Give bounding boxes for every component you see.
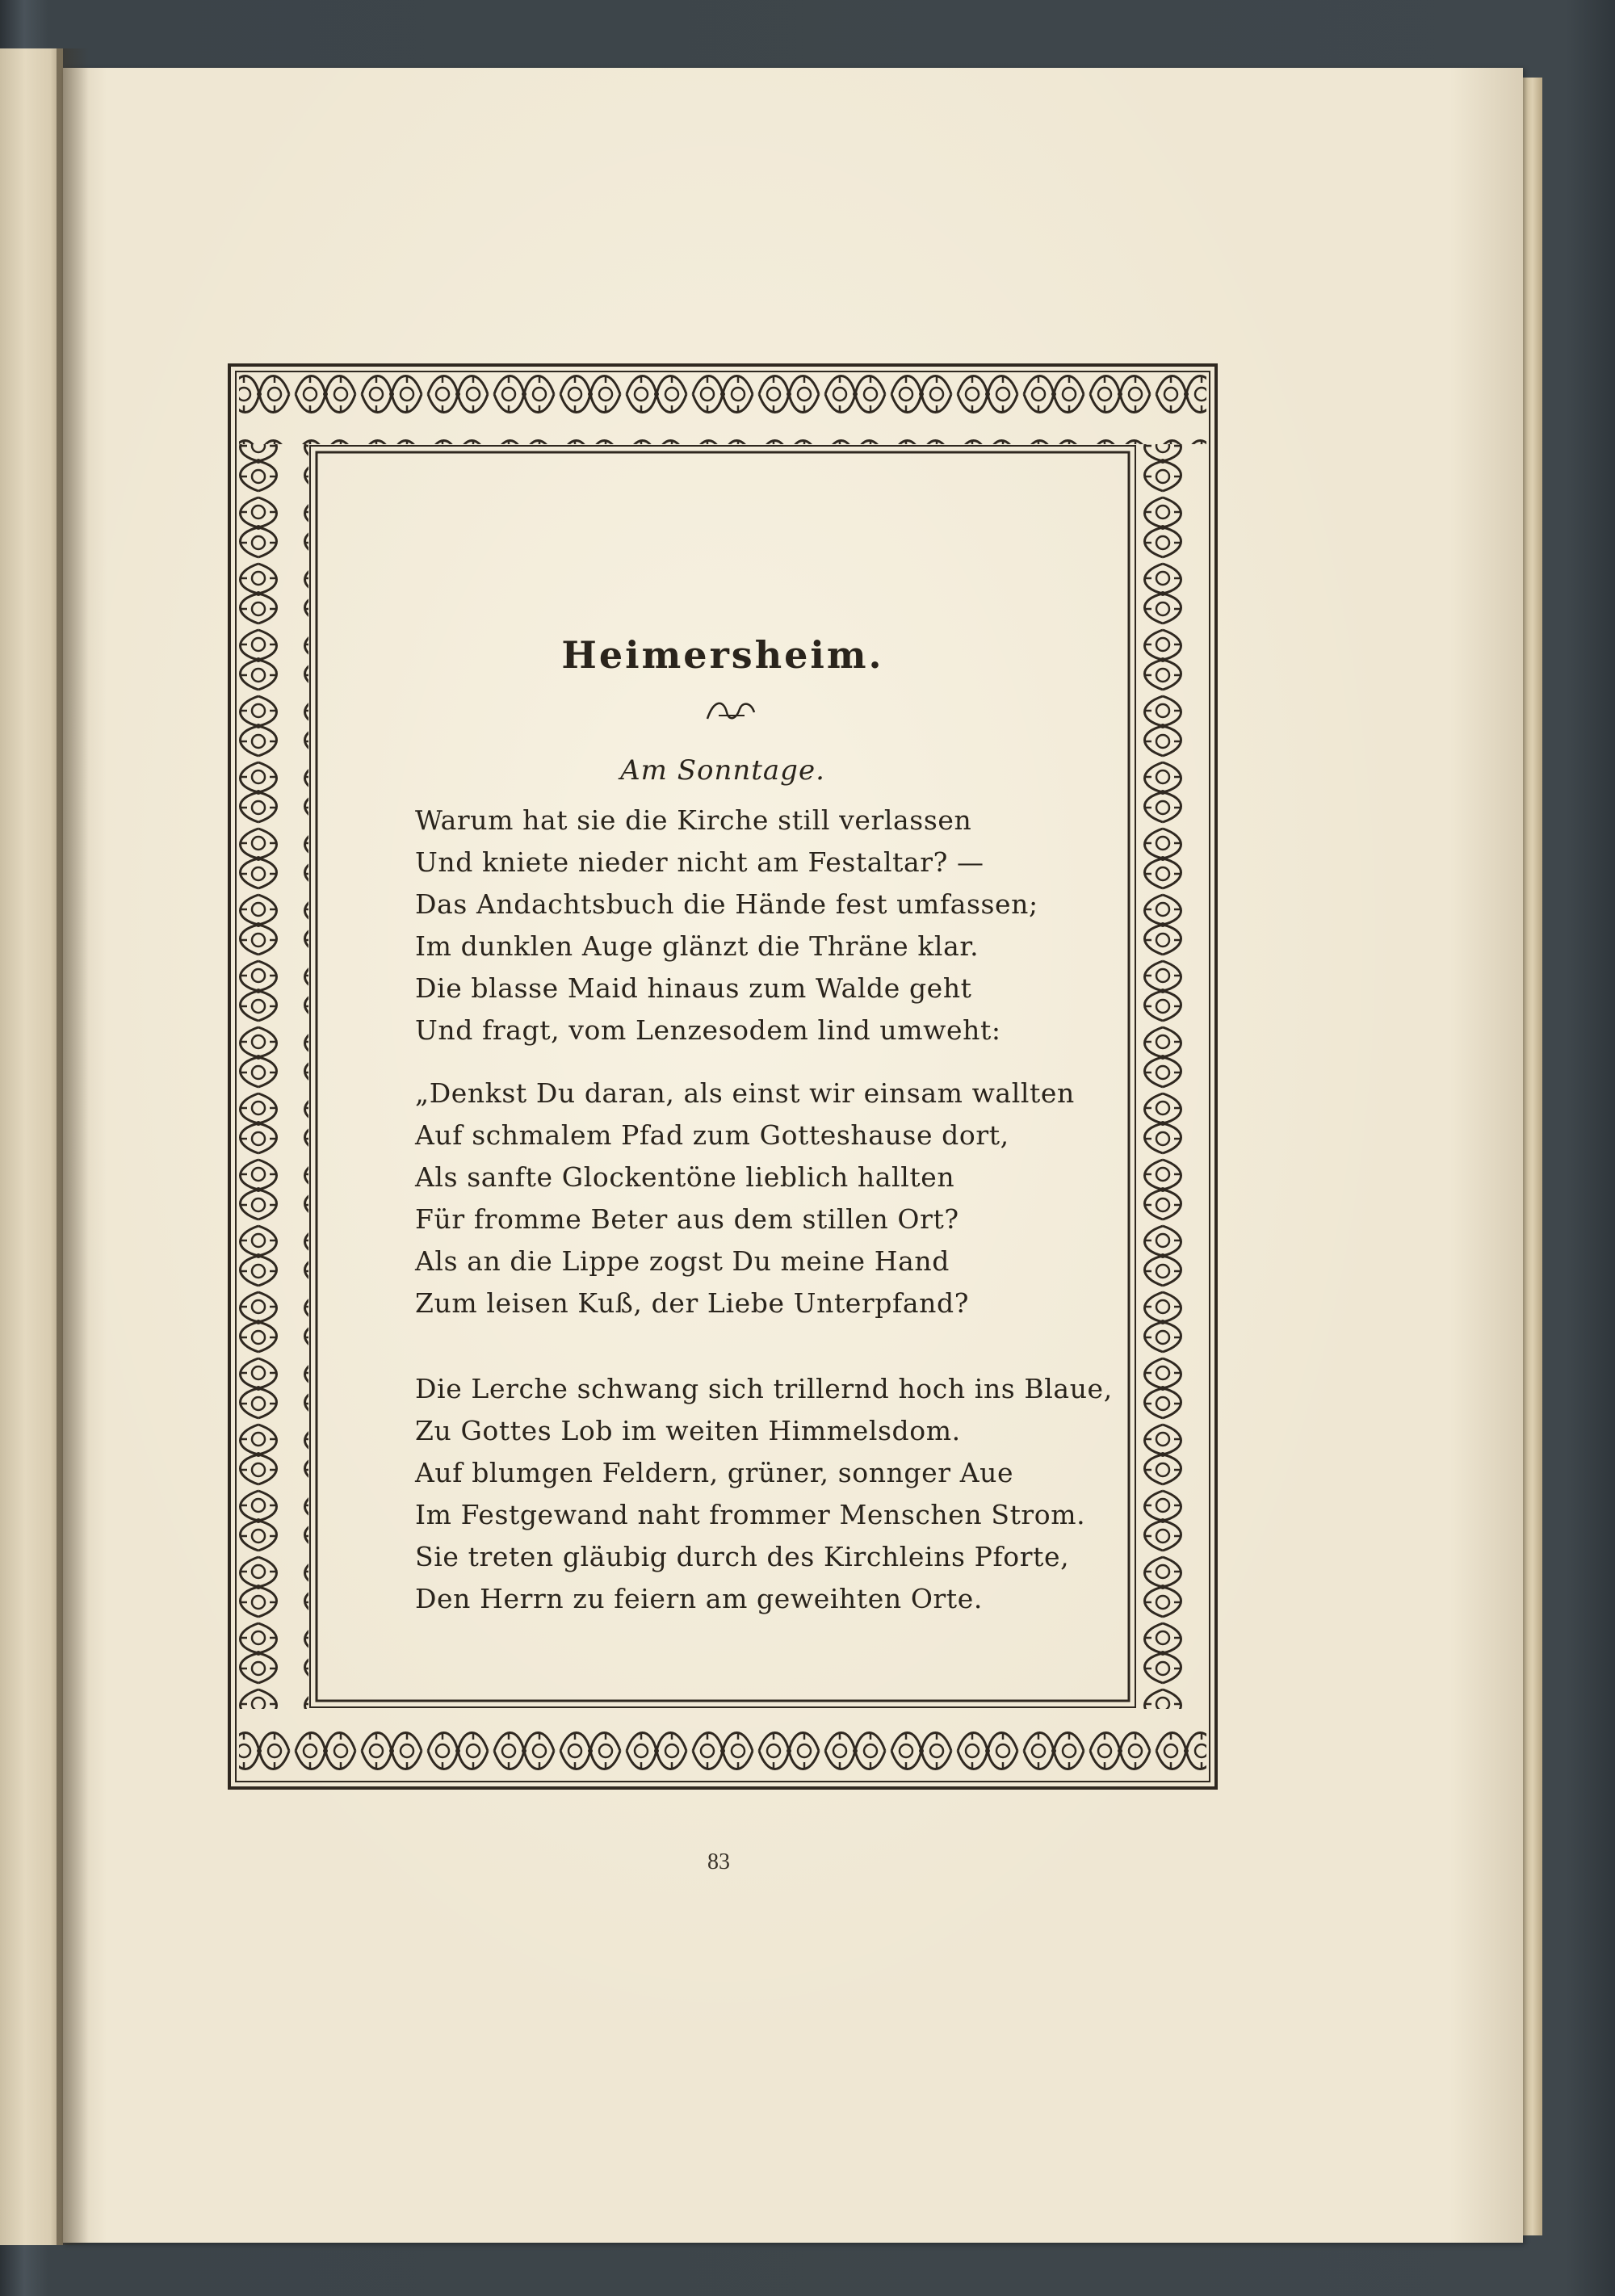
verse-line: Für fromme Beter aus dem stillen Ort? <box>415 1203 959 1235</box>
verse-line: Als an die Lippe zogst Du meine Hand <box>415 1245 950 1277</box>
verse-line: Im dunklen Auge glänzt die Thräne klar. <box>415 930 979 962</box>
verse-line: Zum leisen Kuß, der Liebe Unterpfand? <box>415 1287 969 1319</box>
verse-line: Das Andachtsbuch die Hände fest umfassen; <box>415 888 1038 920</box>
flourish-ornament-icon <box>703 695 759 727</box>
verse-line: „Denkst Du daran, als einst wir einsam wallten <box>415 1077 1075 1109</box>
verse-line: Zu Gottes Lob im weiten Himmelsdom. <box>415 1415 961 1446</box>
verse-line: Und fragt, vom Lenzesodem lind umweht: <box>415 1014 1001 1046</box>
poem-content <box>307 452 1139 1712</box>
verse-line: Warum hat sie die Kirche still verlassen <box>415 804 972 836</box>
stanza-1 <box>415 800 1110 1051</box>
stanza-3 <box>415 1368 1113 1620</box>
left-page-edge <box>0 48 63 2245</box>
verse-line: Die blasse Maid hinaus zum Walde geht <box>415 972 972 1004</box>
verse-line: Auf blumgen Feldern, grüner, sonnger Aue <box>415 1457 1014 1488</box>
verse-line: Und kniete nieder nicht am Festaltar? — <box>415 846 984 878</box>
verse-line: Im Festgewand naht frommer Menschen Strom. <box>415 1499 1086 1530</box>
verse-line: Als sanfte Glockentöne lieblich hallten <box>415 1161 955 1193</box>
spine-shadow <box>57 48 89 2245</box>
poem-subtitle: Am Sonntage. <box>620 754 825 787</box>
verse-line: Sie treten gläubig durch des Kirchleins Pforte, <box>415 1541 1070 1572</box>
poem-title: Heimersheim. <box>561 633 884 677</box>
verse-line: Auf schmalem Pfad zum Gotteshause dort, <box>415 1119 1009 1151</box>
right-page-edges <box>1523 78 1542 2235</box>
verse-line: Die Lerche schwang sich trillernd hoch ins Blaue, <box>415 1373 1113 1404</box>
page-number: 83 <box>707 1849 730 1874</box>
verse-line: Den Herrn zu feiern am geweihten Orte. <box>415 1583 983 1614</box>
stanza-2 <box>415 1072 1110 1324</box>
